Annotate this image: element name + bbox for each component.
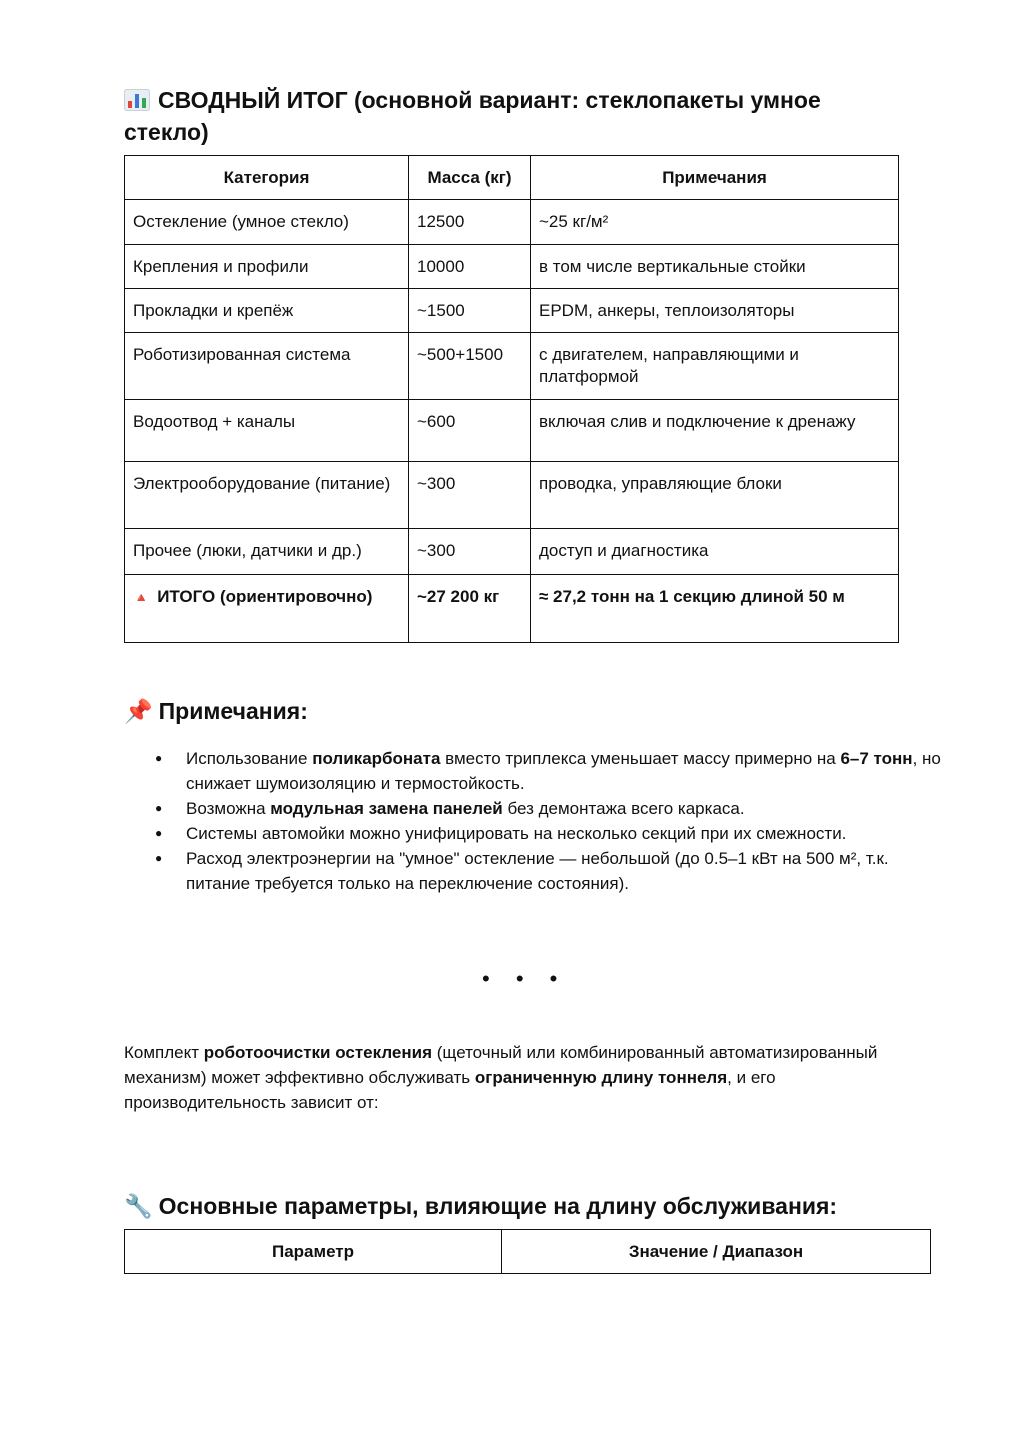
column-header-mass: Масса (кг): [409, 156, 531, 200]
table-row: [125, 333, 899, 400]
cell-note: проводка, управляющие блоки: [531, 462, 899, 529]
cell-category: Прокладки и крепёж: [125, 289, 409, 333]
list-item: [186, 796, 946, 821]
text-run: вместо триплекса уменьшает массу примерно на: [440, 749, 841, 768]
cell-mass: 10000: [409, 245, 531, 289]
column-header-value: Значение / Диапазон: [502, 1230, 931, 1274]
cell-mass: ~300: [409, 462, 531, 529]
params-heading: [124, 1190, 837, 1222]
text-run: Комплект: [124, 1043, 204, 1062]
cell-category: Роботизированная система: [125, 333, 409, 400]
cell-note: доступ и диагностика: [531, 529, 899, 575]
summary-table: [124, 155, 899, 643]
params-table: [124, 1229, 931, 1274]
cell-mass: ~1500: [409, 289, 531, 333]
column-header-category: Категория: [125, 156, 409, 200]
cell-category: Остекление (умное стекло): [125, 200, 409, 245]
cell-note: в том числе вертикальные стойки: [531, 245, 899, 289]
text-run: Использование: [186, 749, 313, 768]
cell-note: включая слив и подключение к дренажу: [531, 400, 899, 462]
bold-text: ограниченную длину тоннеля: [474, 1068, 728, 1087]
bold-text: модульная замена панелей: [270, 799, 503, 818]
list-item: [186, 821, 946, 846]
summary-title: СВОДНЫЙ ИТОГ (основной вариант: стеклопакеты умное стекло): [124, 87, 821, 145]
cell-category: Прочее (люки, датчики и др.): [125, 529, 409, 575]
bold-text: 6–7 тонн: [840, 749, 913, 768]
cell-category: Электрооборудование (питание): [125, 462, 409, 529]
table-row: [125, 200, 899, 245]
column-header-parameter: Параметр: [125, 1230, 502, 1274]
cell-category: Крепления и профили: [125, 245, 409, 289]
intro-paragraph: [124, 1040, 884, 1115]
cell-note: ~25 кг/м²: [531, 200, 899, 245]
cell-note: с двигателем, направляющими и платформой: [531, 333, 899, 400]
column-header-notes: Примечания: [531, 156, 899, 200]
section-separator: • • •: [482, 966, 568, 991]
red-triangle-icon: 🔺: [133, 590, 150, 605]
notes-heading: [124, 695, 308, 727]
cell-note: EPDM, анкеры, теплоизоляторы: [531, 289, 899, 333]
text-run: Системы автомойки можно унифицировать на несколько секций при их смежности.: [186, 824, 847, 843]
wrench-icon: 🔧: [124, 1193, 153, 1219]
text-run: , но снижает шумоизоляцию и термостойкость.: [186, 749, 941, 793]
cell-category: [125, 575, 409, 643]
table-row: [125, 462, 899, 529]
params-title: Основные параметры, влияющие на длину обслуживания:: [158, 1193, 838, 1219]
list-item: [186, 746, 946, 796]
total-label: ИТОГО (ориентировочно): [157, 587, 373, 606]
table-header-row: [125, 1230, 931, 1274]
bar-chart-icon: [124, 89, 150, 111]
table-header-row: [125, 156, 899, 200]
cell-mass: ~600: [409, 400, 531, 462]
cell-mass: ~500+1500: [409, 333, 531, 400]
text-run: Расход электроэнергии на "умное" остекление — небольшой (до 0.5–1 кВт на 500 м², т.к. питание требуется только на переключение состояния).: [186, 849, 889, 893]
total-row: [125, 575, 899, 643]
table-row: [125, 400, 899, 462]
text-run: без демонтажа всего каркаса.: [502, 799, 745, 818]
table-row: [125, 529, 899, 575]
notes-title: Примечания:: [158, 698, 308, 724]
bold-text: роботоочистки остекления: [203, 1043, 433, 1062]
text-run: Возможна: [186, 799, 271, 818]
text-run: (щеточный или комбинированный автоматизированный механизм) может эффективно обслуживать: [124, 1043, 878, 1087]
cell-mass: 12500: [409, 200, 531, 245]
bold-text: поликарбоната: [312, 749, 441, 768]
list-item: [186, 846, 946, 896]
cell-mass: ~27 200 кг: [409, 575, 531, 643]
table-row: [125, 289, 899, 333]
notes-list: [124, 746, 946, 896]
pushpin-icon: 📌: [124, 698, 153, 724]
table-row: [125, 245, 899, 289]
cell-note: ≈ 27,2 тонн на 1 секцию длиной 50 м: [531, 575, 899, 643]
text-run: , и его производительность зависит от:: [124, 1068, 776, 1112]
cell-mass: ~300: [409, 529, 531, 575]
cell-category: Водоотвод + каналы: [125, 400, 409, 462]
summary-heading: [124, 84, 904, 148]
